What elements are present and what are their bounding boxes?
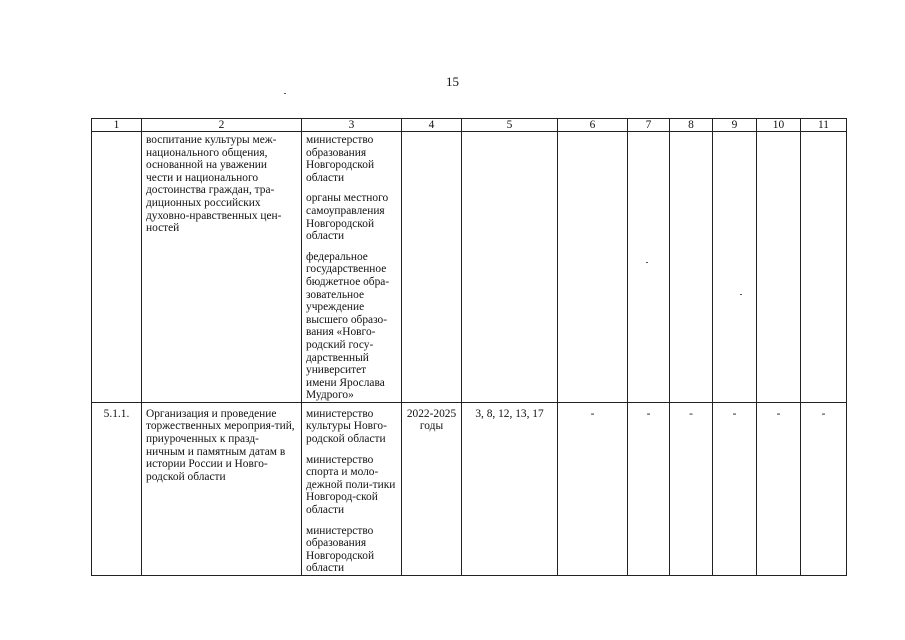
col-header-9: 9 — [713, 119, 757, 132]
executor-item: министерство культуры Новго-родской области — [306, 407, 387, 446]
value-cell: - — [757, 402, 801, 575]
event-description: Организация и проведение торжественных мероприя-тий, приуроченных к празд-ничным и памятным датам в истории России и Новго-родской области — [142, 402, 302, 575]
event-description: воспитание культуры меж-национального общения, основанной на уважении чести и национального достоинства граждан, тра-диционных российских духовно-нравственных цен-ностей — [142, 132, 302, 403]
executor-item: органы местного самоуправления Новгородской области — [306, 192, 389, 243]
col-header-5: 5 — [462, 119, 558, 132]
scan-speck — [646, 262, 648, 263]
col-header-6: 6 — [558, 119, 628, 132]
row-number — [92, 132, 142, 403]
col-header-7: 7 — [628, 119, 670, 132]
value-cell — [628, 132, 670, 403]
col-header-4: 4 — [402, 119, 462, 132]
executors-cell — [302, 402, 402, 575]
value-cell — [801, 132, 847, 403]
header-row — [92, 119, 847, 132]
table-row — [92, 132, 847, 403]
indicators-cell: 3, 8, 12, 13, 17 — [462, 402, 558, 575]
program-table — [91, 118, 847, 576]
executor-item: министерство спорта и моло-дежной поли-тики Новгород-ской области — [306, 453, 396, 517]
page-number: 15 — [446, 74, 459, 89]
value-cell: - — [670, 402, 713, 575]
col-header-2: 2 — [142, 119, 302, 132]
value-cell — [558, 132, 628, 403]
executor-item: министерство образования Новгородской области — [306, 134, 375, 184]
executors-cell — [302, 132, 402, 403]
executor-item: министерство образования Новгородской области — [306, 524, 375, 575]
row-number: 5.1.1. — [92, 402, 142, 575]
value-cell: - — [713, 402, 757, 575]
indicators-cell — [462, 132, 558, 403]
col-header-11: 11 — [801, 119, 847, 132]
value-cell — [757, 132, 801, 403]
period-cell: 2022-2025 годы — [402, 402, 462, 575]
value-cell: - — [801, 402, 847, 575]
col-header-3: 3 — [302, 119, 402, 132]
col-header-1: 1 — [92, 119, 142, 132]
table-row — [92, 402, 847, 575]
scan-speck — [740, 294, 742, 295]
period-cell — [402, 132, 462, 403]
col-header-10: 10 — [757, 119, 801, 132]
col-header-8: 8 — [670, 119, 713, 132]
value-cell — [713, 132, 757, 403]
scan-speck — [284, 93, 286, 94]
value-cell: - — [558, 402, 628, 575]
value-cell — [670, 132, 713, 403]
value-cell: - — [628, 402, 670, 575]
executor-item: федеральное государственное бюджетное обра-зовательное учреждение высшего образо-вания «Новго-родский госу-дарственный университет имени Ярослава Мудрого» — [306, 250, 390, 402]
